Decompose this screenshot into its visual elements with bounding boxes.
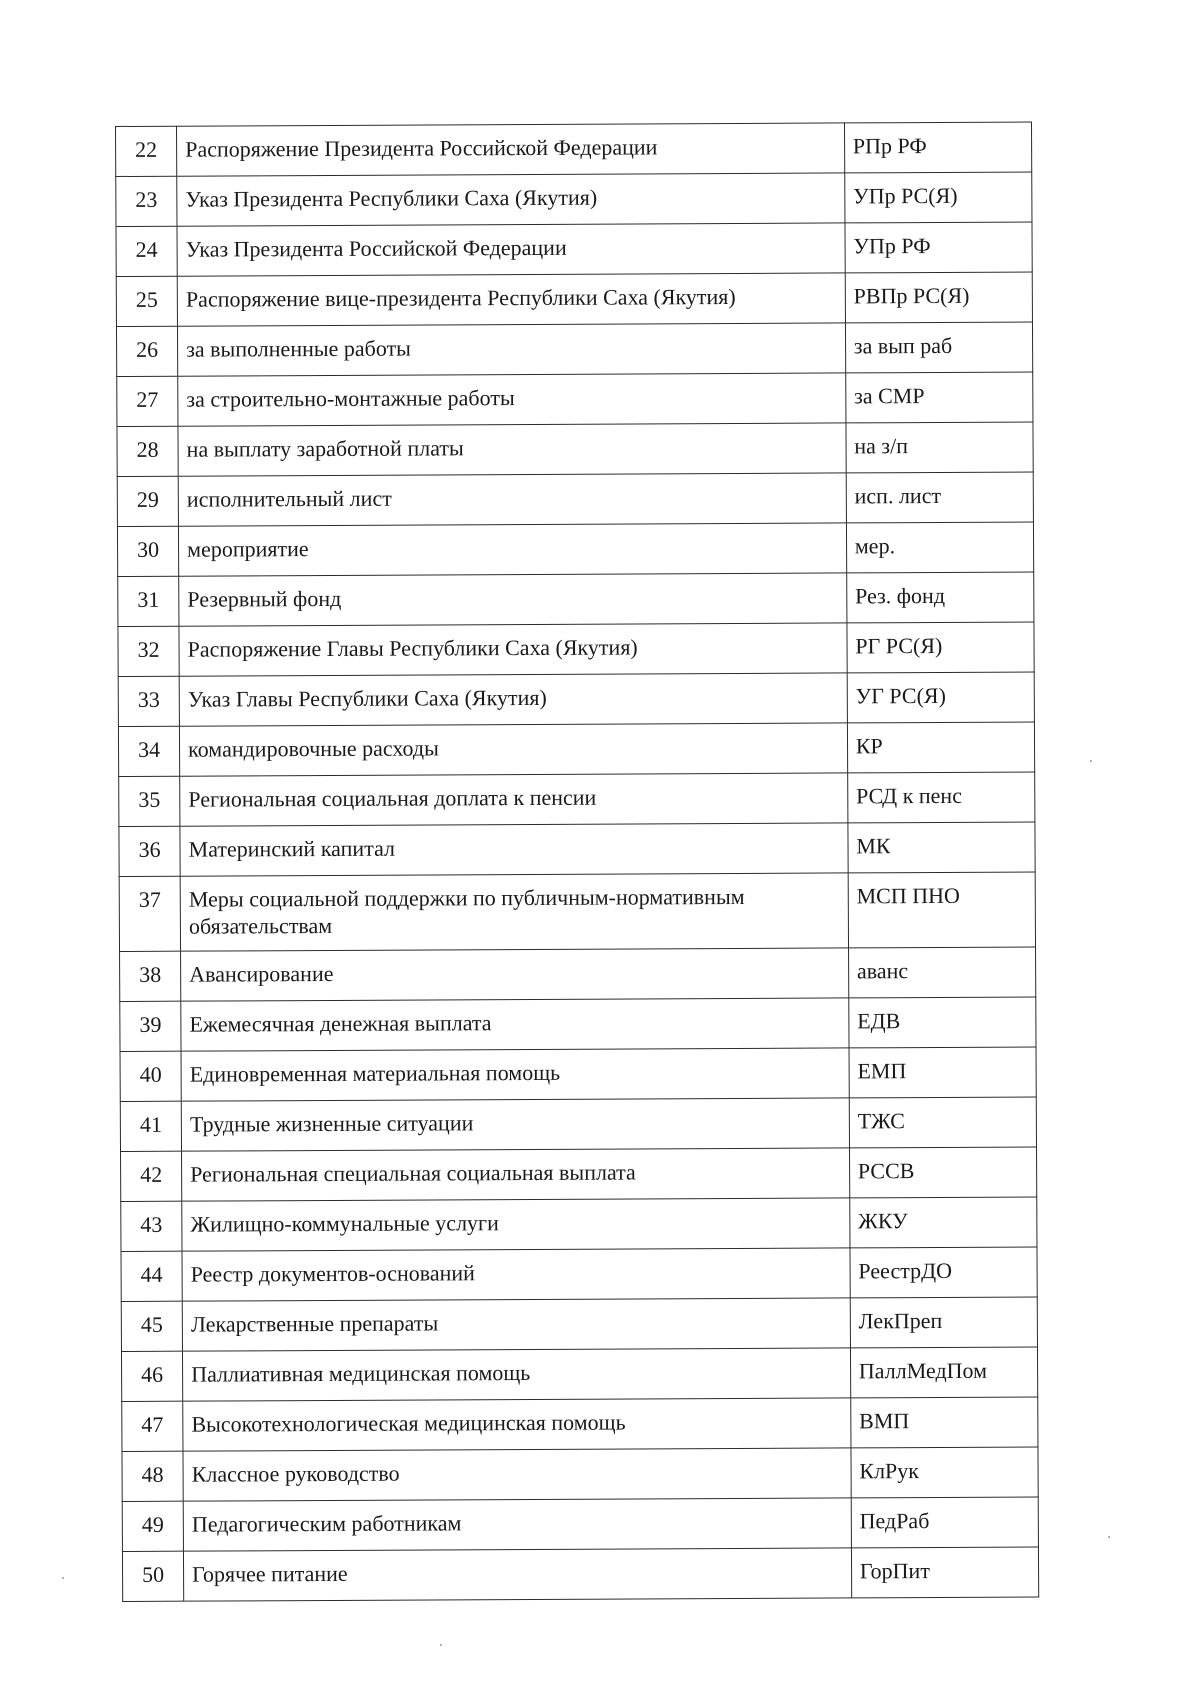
row-number-cell: 37: [119, 876, 180, 951]
table-row: [121, 1197, 1037, 1251]
row-abbreviation-cell: РеестрДО: [850, 1247, 1037, 1298]
row-name-cell: Трудные жизненные ситуации: [181, 1098, 849, 1151]
row-name-cell: Распоряжение Главы Республики Саха (Якутия): [179, 623, 847, 676]
table-row: [122, 1447, 1038, 1501]
table-row: [117, 372, 1033, 426]
row-name-cell: командировочные расходы: [179, 723, 847, 776]
row-abbreviation-cell: ЕДВ: [849, 997, 1036, 1048]
table-row: [122, 1547, 1038, 1601]
row-name-cell: на выплату заработной платы: [178, 423, 846, 476]
row-name-cell: Указ Президента Республики Саха (Якутия): [177, 173, 845, 226]
row-number-cell: 24: [116, 226, 177, 276]
row-name-cell: Лекарственные препараты: [182, 1298, 850, 1351]
table-row: [121, 1247, 1037, 1301]
row-name-cell: Региональная специальная социальная выплата: [182, 1148, 850, 1201]
row-number-cell: 46: [121, 1351, 182, 1401]
row-name-cell: мероприятие: [179, 523, 847, 576]
table-row: [121, 1147, 1037, 1201]
row-abbreviation-cell: ТЖС: [849, 1097, 1036, 1148]
row-abbreviation-cell: ПедРаб: [851, 1497, 1038, 1548]
table-row: [116, 272, 1032, 326]
row-name-cell: Ежемесячная денежная выплата: [181, 998, 849, 1051]
row-number-cell: 35: [119, 776, 180, 826]
table-row: [118, 572, 1034, 626]
table-row: [120, 1097, 1036, 1151]
row-name-cell: Меры социальной поддержки по публичным-нормативным обязательствам: [180, 873, 848, 951]
row-abbreviation-cell: МК: [848, 822, 1035, 873]
table-row: [121, 1347, 1037, 1401]
row-abbreviation-cell: РВПр РС(Я): [845, 272, 1032, 323]
table-row: [117, 522, 1033, 576]
row-name-cell: Классное руководство: [183, 1448, 851, 1501]
row-name-cell: Реестр документов-оснований: [182, 1248, 850, 1301]
row-name-cell: исполнительный лист: [178, 473, 846, 526]
table-row: [122, 1497, 1038, 1551]
table-row: [120, 997, 1036, 1051]
row-abbreviation-cell: мер.: [846, 522, 1033, 573]
row-abbreviation-cell: ВМП: [851, 1397, 1038, 1448]
table-row: [116, 122, 1032, 176]
row-number-cell: 40: [120, 1051, 181, 1101]
table-row: [121, 1297, 1037, 1351]
table-row: [116, 222, 1032, 276]
row-name-cell: за выполненные работы: [178, 323, 846, 376]
row-number-cell: 31: [118, 576, 179, 626]
row-abbreviation-cell: МСП ПНО: [848, 872, 1036, 948]
row-abbreviation-cell: на з/п: [846, 422, 1033, 473]
row-number-cell: 36: [119, 826, 180, 876]
row-abbreviation-cell: за СМР: [845, 372, 1032, 423]
table-row: [118, 622, 1034, 676]
row-number-cell: 42: [121, 1151, 182, 1201]
table-body: [116, 122, 1039, 1601]
table-row: [117, 422, 1033, 476]
table-row: [117, 472, 1033, 526]
row-abbreviation-cell: КлРук: [851, 1447, 1038, 1498]
row-number-cell: 30: [117, 526, 178, 576]
row-abbreviation-cell: ЛекПреп: [850, 1297, 1037, 1348]
row-number-cell: 43: [121, 1201, 182, 1251]
row-number-cell: 32: [118, 626, 179, 676]
row-name-cell: Резервный фонд: [179, 573, 847, 626]
row-abbreviation-cell: УГ РС(Я): [847, 672, 1034, 723]
row-abbreviation-cell: ЖКУ: [850, 1197, 1037, 1248]
row-abbreviation-cell: РССВ: [849, 1147, 1036, 1198]
row-abbreviation-cell: за вып раб: [845, 322, 1032, 373]
row-number-cell: 44: [121, 1251, 182, 1301]
scan-speck: [440, 1644, 442, 1646]
row-number-cell: 27: [117, 376, 178, 426]
table-row: [120, 1047, 1036, 1101]
table-row: [118, 672, 1034, 726]
table-row: [119, 822, 1035, 876]
scan-speck: [1108, 1536, 1110, 1538]
row-number-cell: 48: [122, 1451, 183, 1501]
row-abbreviation-cell: УПр РС(Я): [845, 172, 1032, 223]
row-name-cell: Жилищно-коммунальные услуги: [182, 1198, 850, 1251]
row-name-cell: Педагогическим работникам: [183, 1498, 851, 1551]
row-number-cell: 23: [116, 176, 177, 226]
row-name-cell: Региональная социальная доплата к пенсии: [180, 773, 848, 826]
abbreviations-table: [115, 122, 1039, 1602]
row-name-cell: Указ Главы Республики Саха (Якутия): [179, 673, 847, 726]
table-row: [116, 172, 1032, 226]
row-number-cell: 49: [122, 1501, 183, 1551]
row-abbreviation-cell: РСД к пенс: [847, 772, 1034, 823]
row-abbreviation-cell: ГорПит: [851, 1547, 1038, 1598]
row-number-cell: 41: [120, 1101, 181, 1151]
row-abbreviation-cell: УПр РФ: [845, 222, 1032, 273]
row-name-cell: Единовременная материальная помощь: [181, 1048, 849, 1101]
row-abbreviation-cell: ЕМП: [849, 1047, 1036, 1098]
table-row: [120, 947, 1036, 1001]
row-abbreviation-cell: аванс: [848, 947, 1035, 998]
row-name-cell: за строительно-монтажные работы: [178, 373, 846, 426]
scan-speck: [1090, 760, 1092, 762]
row-abbreviation-cell: исп. лист: [846, 472, 1033, 523]
row-number-cell: 39: [120, 1001, 181, 1051]
row-number-cell: 38: [120, 951, 181, 1001]
row-name-cell: Распоряжение Президента Российской Федерации: [177, 123, 845, 176]
table-row: [122, 1397, 1038, 1451]
row-abbreviation-cell: КР: [847, 722, 1034, 773]
row-number-cell: 25: [116, 276, 177, 326]
row-abbreviation-cell: Рез. фонд: [846, 572, 1033, 623]
row-name-cell: Горячее питание: [184, 1548, 852, 1601]
row-number-cell: 33: [118, 676, 179, 726]
row-number-cell: 45: [121, 1301, 182, 1351]
row-number-cell: 26: [116, 326, 177, 376]
table-row: [119, 872, 1035, 951]
row-number-cell: 28: [117, 426, 178, 476]
table-row: [118, 722, 1034, 776]
row-name-cell: Авансирование: [181, 948, 849, 1001]
row-name-cell: Указ Президента Российской Федерации: [177, 223, 845, 276]
table-row: [116, 322, 1032, 376]
row-number-cell: 29: [117, 476, 178, 526]
row-number-cell: 22: [116, 126, 177, 176]
row-abbreviation-cell: РПр РФ: [844, 122, 1031, 173]
row-name-cell: Распоряжение вице-президента Республики Саха (Якутия): [177, 273, 845, 326]
scan-speck: [62, 1577, 64, 1579]
row-name-cell: Материнский капитал: [180, 823, 848, 876]
row-number-cell: 47: [122, 1401, 183, 1451]
row-number-cell: 50: [122, 1551, 183, 1601]
table-row: [119, 772, 1035, 826]
row-name-cell: Паллиативная медицинская помощь: [183, 1348, 851, 1401]
row-number-cell: 34: [118, 726, 179, 776]
row-abbreviation-cell: РГ РС(Я): [847, 622, 1034, 673]
row-name-cell: Высокотехнологическая медицинская помощь: [183, 1398, 851, 1451]
row-abbreviation-cell: ПаллМедПом: [850, 1347, 1037, 1398]
